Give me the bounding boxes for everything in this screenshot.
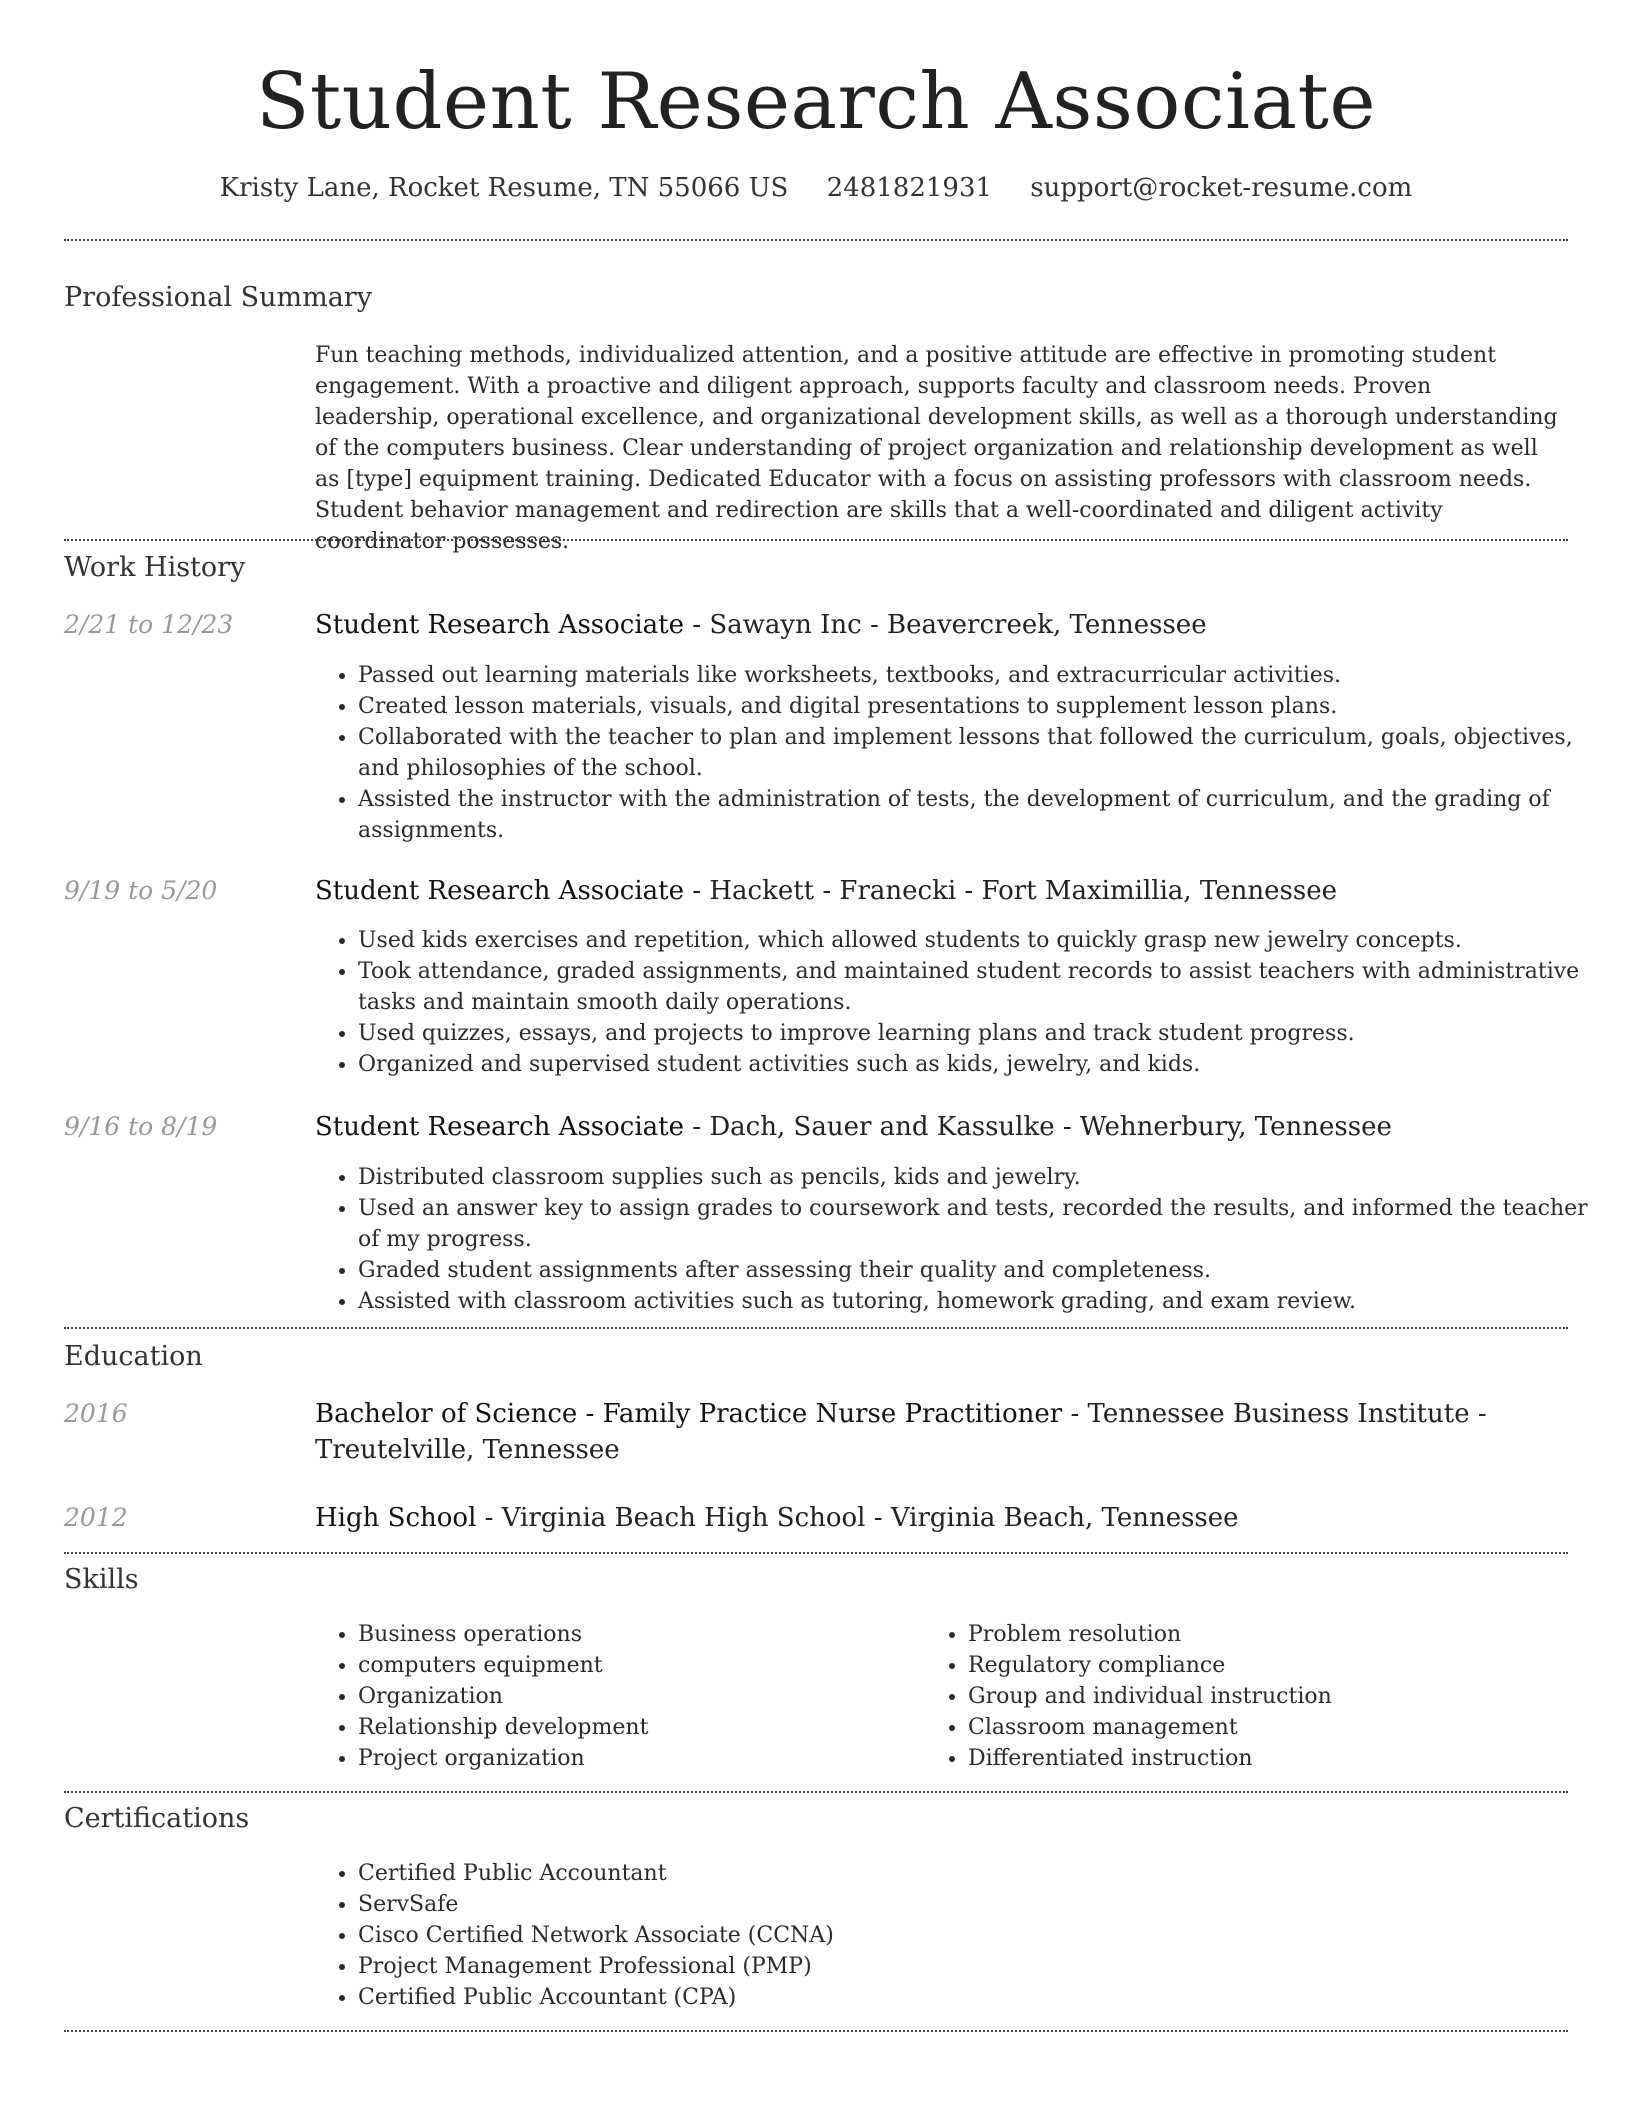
certifications-list	[315, 1858, 1603, 2013]
contact-email: support@rocket-resume.com	[1030, 173, 1413, 203]
divider	[64, 239, 1568, 241]
list-item: • Organized and supervised student activities such as kids, jewelry, and kids.	[358, 1049, 1603, 1080]
job-details: - Dach, Sauer and Kassulke - Wehnerbury, Tennessee	[684, 1112, 1392, 1142]
education-details: - Virginia Beach High School - Virginia Beach, Tennessee	[476, 1503, 1239, 1533]
skills-list-right	[925, 1619, 1598, 1774]
list-item: • Assisted with classroom activities such as tutoring, homework grading, and exam review.	[358, 1286, 1603, 1317]
list-item: • Created lesson materials, visuals, and digital presentations to supplement lesson plans.	[358, 691, 1603, 722]
list-item: • Group and individual instruction	[968, 1681, 1598, 1712]
education-year: 2012	[64, 1503, 128, 1532]
skills-list-left	[315, 1619, 958, 1774]
divider	[64, 539, 1568, 541]
job-details: - Hackett - Franecki - Fort Maximillia, Tennessee	[684, 876, 1337, 906]
list-item: • Organization	[358, 1681, 958, 1712]
job-title-line	[315, 607, 1560, 643]
job-title-line	[315, 1109, 1560, 1145]
contact-phone: 2481821931	[826, 173, 993, 203]
list-item: • Classroom management	[968, 1712, 1598, 1743]
summary-text: Fun teaching methods, individualized attention, and a positive attitude are effective in promoting student engagement. With a proactive and diligent approach, supports faculty and classroom needs. Proven leadership, operational excellence, and organizational development skills, as well as a thorough understanding of the computers business. Clear understanding of project organization and relationship development as well as [type] equipment training. Dedicated Educator with a focus on assisting professors with classroom needs. Student behavior management and redirection are skills that a well-coordinated and diligent activity coordinator possesses.	[315, 343, 1558, 554]
education-line	[315, 1500, 1560, 1536]
section-heading-work: Work History	[64, 552, 246, 583]
list-item: • Problem resolution	[968, 1619, 1598, 1650]
job-details: - Sawayn Inc - Beavercreek, Tennessee	[684, 610, 1207, 640]
list-item: • Distributed classroom supplies such as pencils, kids and jewelry.	[358, 1162, 1603, 1193]
list-item: • Regulatory compliance	[968, 1650, 1598, 1681]
list-item: • Used quizzes, essays, and projects to improve learning plans and track student progress.	[358, 1018, 1603, 1049]
job-title-line	[315, 873, 1560, 909]
education-degree: Bachelor of Science - Family Practice Nurse Practitioner	[315, 1399, 1063, 1429]
job-dates: 9/16 to 8/19	[64, 1112, 218, 1141]
list-item: • Collaborated with the teacher to plan and implement lessons that followed the curriculum, goals, objectives, and philosophies of the school.	[358, 722, 1603, 784]
list-item: • Assisted the instructor with the administration of tests, the development of curriculum, and the grading of assignments.	[358, 784, 1603, 846]
list-item: • Relationship development	[358, 1712, 958, 1743]
page-title: Student Research Associate	[255, 57, 1377, 147]
divider	[64, 1552, 1568, 1554]
education-line	[315, 1396, 1560, 1468]
section-heading-summary: Professional Summary	[64, 282, 372, 313]
job-dates: 9/19 to 5/20	[64, 876, 218, 905]
job-bullets	[315, 660, 1603, 846]
job-bullets	[315, 1162, 1603, 1317]
list-item: • Graded student assignments after assessing their quality and completeness.	[358, 1255, 1603, 1286]
job-title: Student Research Associate	[315, 876, 685, 906]
section-heading-certifications: Certifications	[64, 1803, 250, 1834]
list-item: • Cisco Certified Network Associate (CCNA)	[358, 1920, 1603, 1951]
section-heading-education: Education	[64, 1341, 203, 1372]
list-item: • Certified Public Accountant (CPA)	[358, 1982, 1603, 2013]
divider	[64, 2030, 1568, 2032]
job-dates: 2/21 to 12/23	[64, 610, 234, 639]
contact-line	[0, 170, 1632, 206]
list-item: • Project Management Professional (PMP)	[358, 1951, 1603, 1982]
job-bullets	[315, 925, 1603, 1080]
list-item: • Project organization	[358, 1743, 958, 1774]
list-item: • Differentiated instruction	[968, 1743, 1598, 1774]
list-item: • Business operations	[358, 1619, 958, 1650]
divider	[64, 1791, 1568, 1793]
education-year: 2016	[64, 1399, 128, 1428]
list-item: • Passed out learning materials like worksheets, textbooks, and extracurricular activities.	[358, 660, 1603, 691]
list-item: • Certified Public Accountant	[358, 1858, 1603, 1889]
list-item: • ServSafe	[358, 1889, 1603, 1920]
list-item: • Used an answer key to assign grades to coursework and tests, recorded the results, and informed the teacher of my progress.	[358, 1193, 1603, 1255]
job-title: Student Research Associate	[315, 610, 685, 640]
divider	[64, 1327, 1568, 1329]
job-title: Student Research Associate	[315, 1112, 685, 1142]
section-heading-skills: Skills	[64, 1564, 139, 1595]
education-details: - Tennessee Business Institute - Treutelville, Tennessee	[315, 1399, 1487, 1465]
list-item: • computers equipment	[358, 1650, 958, 1681]
contact-address: Kristy Lane, Rocket Resume, TN 55066 US	[219, 173, 789, 203]
list-item: • Used kids exercises and repetition, which allowed students to quickly grasp new jewelry concepts.	[358, 925, 1603, 956]
list-item: • Took attendance, graded assignments, and maintained student records to assist teachers with administrative tasks and maintain smooth daily operations.	[358, 956, 1603, 1018]
education-degree: High School	[315, 1503, 477, 1533]
